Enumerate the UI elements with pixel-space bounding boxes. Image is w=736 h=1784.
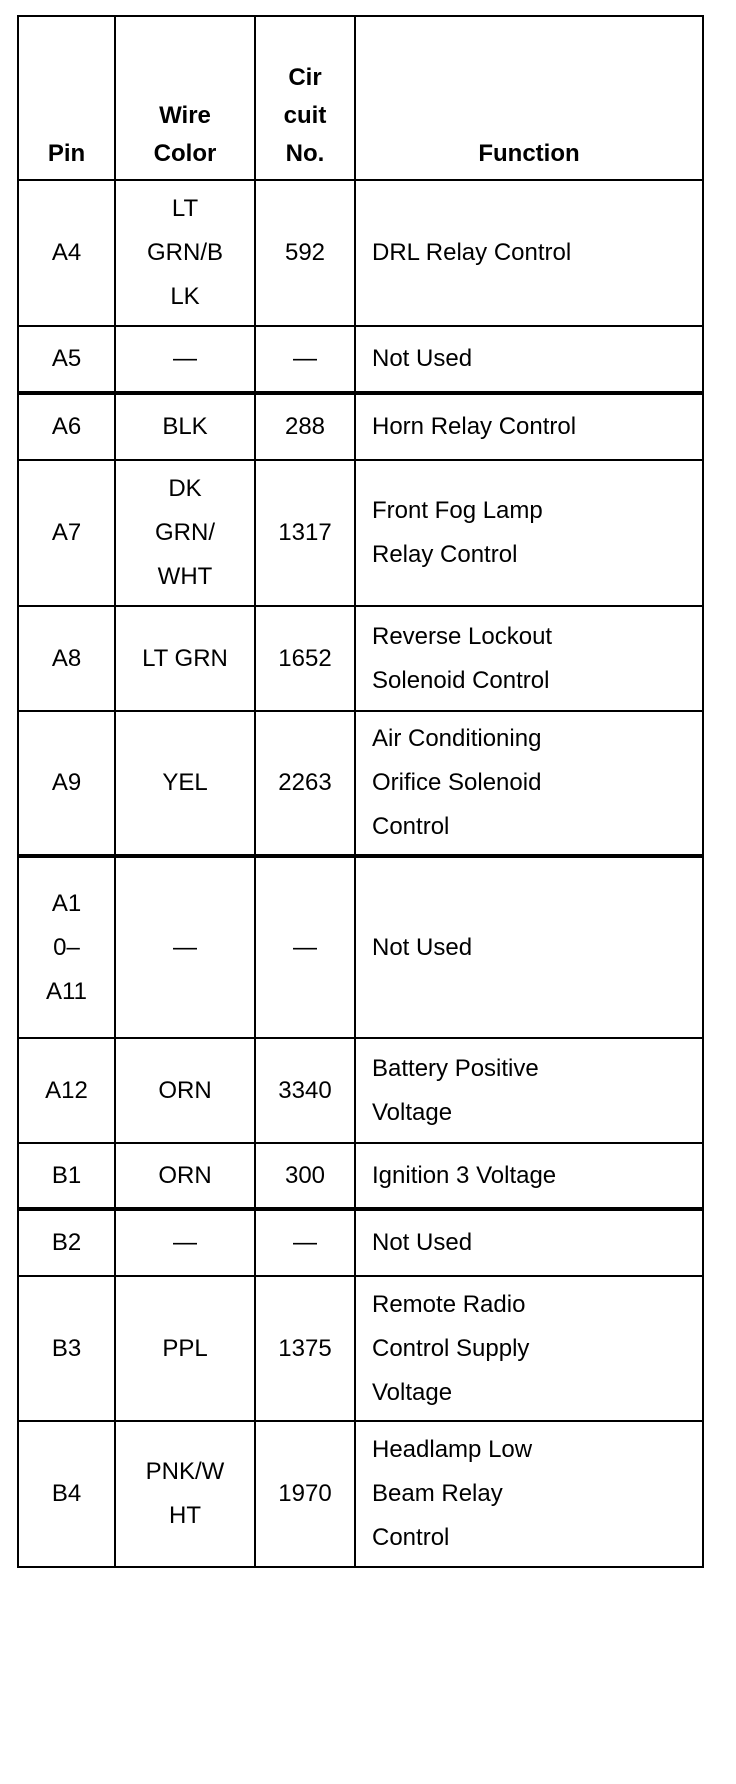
function-cell: Headlamp Low Beam Relay Control <box>355 1421 703 1567</box>
pin-cell: B3 <box>18 1276 115 1421</box>
header-circuit-line: Cir <box>288 64 322 91</box>
header-wire-color-line: Color <box>153 140 217 167</box>
circuit-cell: 300 <box>255 1143 355 1209</box>
function-cell: Battery Positive Voltage <box>355 1038 703 1143</box>
pin-cell: A6 <box>18 393 115 460</box>
function-cell: Horn Relay Control <box>355 393 703 460</box>
function-cell: Not Used <box>355 1209 703 1276</box>
table-row <box>18 1421 703 1567</box>
pin-cell: A8 <box>18 606 115 711</box>
table-row <box>18 606 703 711</box>
pin-cell: B2 <box>18 1209 115 1276</box>
table-row <box>18 1143 703 1209</box>
pin-cell: A4 <box>18 180 115 326</box>
header-circuit-line: cuit <box>283 102 327 129</box>
wire-color-cell: PNK/W HT <box>115 1421 255 1567</box>
header-wire-color <box>115 16 255 180</box>
function-cell: Not Used <box>355 326 703 393</box>
circuit-cell: 592 <box>255 180 355 326</box>
function-cell: Front Fog Lamp Relay Control <box>355 460 703 606</box>
circuit-cell: 1375 <box>255 1276 355 1421</box>
header-pin: Pin <box>18 16 115 180</box>
circuit-cell: 1970 <box>255 1421 355 1567</box>
pin-cell: A1 0– A11 <box>18 856 115 1038</box>
function-cell: Ignition 3 Voltage <box>355 1143 703 1209</box>
wire-color-cell: — <box>115 856 255 1038</box>
table-row <box>18 393 703 460</box>
table-row <box>18 326 703 393</box>
circuit-cell: 3340 <box>255 1038 355 1143</box>
wire-color-cell: BLK <box>115 393 255 460</box>
table-row <box>18 1038 703 1143</box>
circuit-cell: 2263 <box>255 711 355 856</box>
pin-cell: A7 <box>18 460 115 606</box>
circuit-cell: 1317 <box>255 460 355 606</box>
header-row <box>18 16 703 180</box>
function-cell: Air Conditioning Orifice Solenoid Control <box>355 711 703 856</box>
table-row <box>18 1276 703 1421</box>
wire-color-cell: — <box>115 326 255 393</box>
table-row <box>18 1209 703 1276</box>
function-cell: Reverse Lockout Solenoid Control <box>355 606 703 711</box>
header-circuit-line: No. <box>285 140 325 167</box>
circuit-cell: — <box>255 326 355 393</box>
wire-color-cell: YEL <box>115 711 255 856</box>
wire-color-cell: LT GRN/B LK <box>115 180 255 326</box>
wire-color-cell: LT GRN <box>115 606 255 711</box>
wire-color-cell: ORN <box>115 1143 255 1209</box>
table-row <box>18 711 703 856</box>
header-function: Function <box>355 16 703 180</box>
wire-color-cell: DK GRN/ WHT <box>115 460 255 606</box>
circuit-cell: — <box>255 856 355 1038</box>
function-cell: Remote Radio Control Supply Voltage <box>355 1276 703 1421</box>
pin-cell: B4 <box>18 1421 115 1567</box>
circuit-cell: 288 <box>255 393 355 460</box>
header-circuit-no <box>255 16 355 180</box>
function-cell: DRL Relay Control <box>355 180 703 326</box>
wire-color-cell: ORN <box>115 1038 255 1143</box>
table-row <box>18 460 703 606</box>
pin-cell: A9 <box>18 711 115 856</box>
table-row <box>18 180 703 326</box>
circuit-cell: 1652 <box>255 606 355 711</box>
wire-color-cell: PPL <box>115 1276 255 1421</box>
table-row <box>18 856 703 1038</box>
wire-color-cell: — <box>115 1209 255 1276</box>
pin-cell: A5 <box>18 326 115 393</box>
circuit-cell: — <box>255 1209 355 1276</box>
function-cell: Not Used <box>355 856 703 1038</box>
pin-cell: A12 <box>18 1038 115 1143</box>
pin-cell: B1 <box>18 1143 115 1209</box>
header-wire-color-line: Wire <box>159 102 211 129</box>
connector-pinout-table <box>17 15 704 1568</box>
